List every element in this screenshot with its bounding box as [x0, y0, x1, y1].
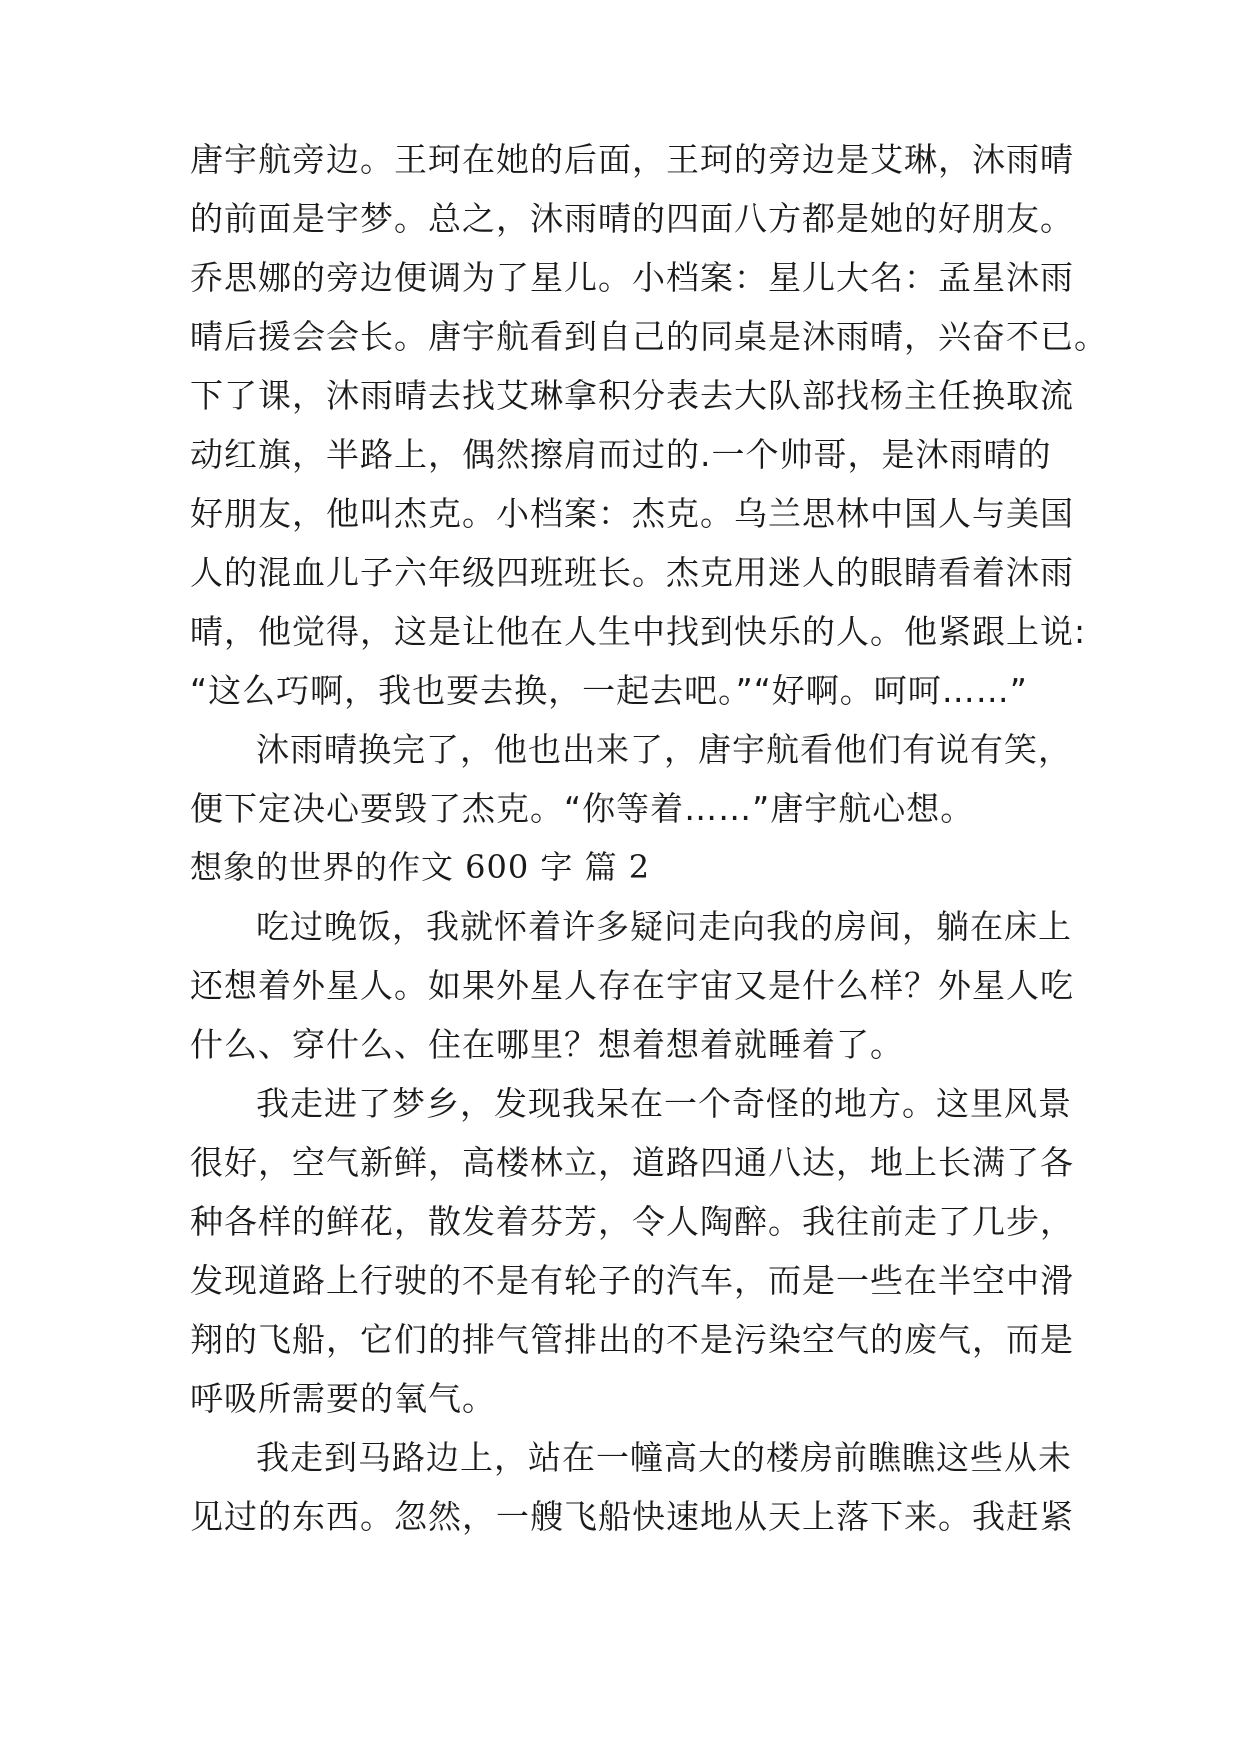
text-line: 什么、穿什么、住在哪里？想着想着就睡着了。 [190, 1025, 904, 1064]
text-line: 下了课，沐雨晴去找艾琳拿积分表去大队部找杨主任换取流 [190, 376, 1074, 415]
paragraph-start-line: 我走进了梦乡，发现我呆在一个奇怪的地方。这里风景 [256, 1084, 1072, 1123]
text-line: 晴，他觉得，这是让他在人生中找到快乐的人。他紧跟上说: [190, 612, 1087, 651]
text-line: 见过的东西。忽然，一艘飞船快速地从天上落下来。我赶紧 [190, 1497, 1074, 1536]
text-line: 呼吸所需要的氧气。 [190, 1379, 496, 1418]
section-heading: 想象的世界的作文 600 字 篇 2 [190, 848, 651, 886]
text-line: 翔的飞船，它们的排气管排出的不是污染空气的废气，而是 [190, 1320, 1074, 1359]
text-line: 便下定决心要毁了杰克。“你等着……”唐宇航心想。 [190, 789, 975, 828]
text-line: 好朋友，他叫杰克。小档案：杰克。乌兰思林中国人与美国 [190, 494, 1074, 533]
text-line: 唐宇航旁边。王珂在她的后面，王珂的旁边是艾琳，沐雨晴 [190, 140, 1074, 179]
text-line: 发现道路上行驶的不是有轮子的汽车，而是一些在半空中滑 [190, 1261, 1074, 1300]
text-line: 动红旗，半路上，偶然擦肩而过的.一个帅哥，是沐雨晴的 [190, 435, 1052, 474]
text-line: 很好，空气新鲜，高楼林立，道路四通八达，地上长满了各 [190, 1143, 1074, 1182]
text-line: 还想着外星人。如果外星人存在宇宙又是什么样？外星人吃 [190, 966, 1074, 1005]
text-line: 晴后援会会长。唐宇航看到自己的同桌是沐雨晴，兴奋不已。 [190, 317, 1108, 356]
paragraph-start-line: 吃过晚饭，我就怀着许多疑问走向我的房间，躺在床上 [256, 907, 1072, 946]
text-line: “这么巧啊，我也要去换，一起去吧。”“好啊。呵呵……” [190, 671, 1028, 710]
document-body [190, 130, 1108, 1546]
text-line: 人的混血儿子六年级四班班长。杰克用迷人的眼睛看着沐雨 [190, 553, 1074, 592]
text-line: 乔思娜的旁边便调为了星儿。小档案：星儿大名：孟星沐雨 [190, 258, 1074, 297]
text-line: 的前面是宇梦。总之，沐雨晴的四面八方都是她的好朋友。 [190, 199, 1074, 238]
paragraph-start-line: 沐雨晴换完了，他也出来了，唐宇航看他们有说有笑， [256, 730, 1072, 769]
paragraph-start-line: 我走到马路边上，站在一幢高大的楼房前瞧瞧这些从未 [256, 1438, 1072, 1477]
text-line: 种各样的鲜花，散发着芬芳，令人陶醉。我往前走了几步， [190, 1202, 1074, 1241]
